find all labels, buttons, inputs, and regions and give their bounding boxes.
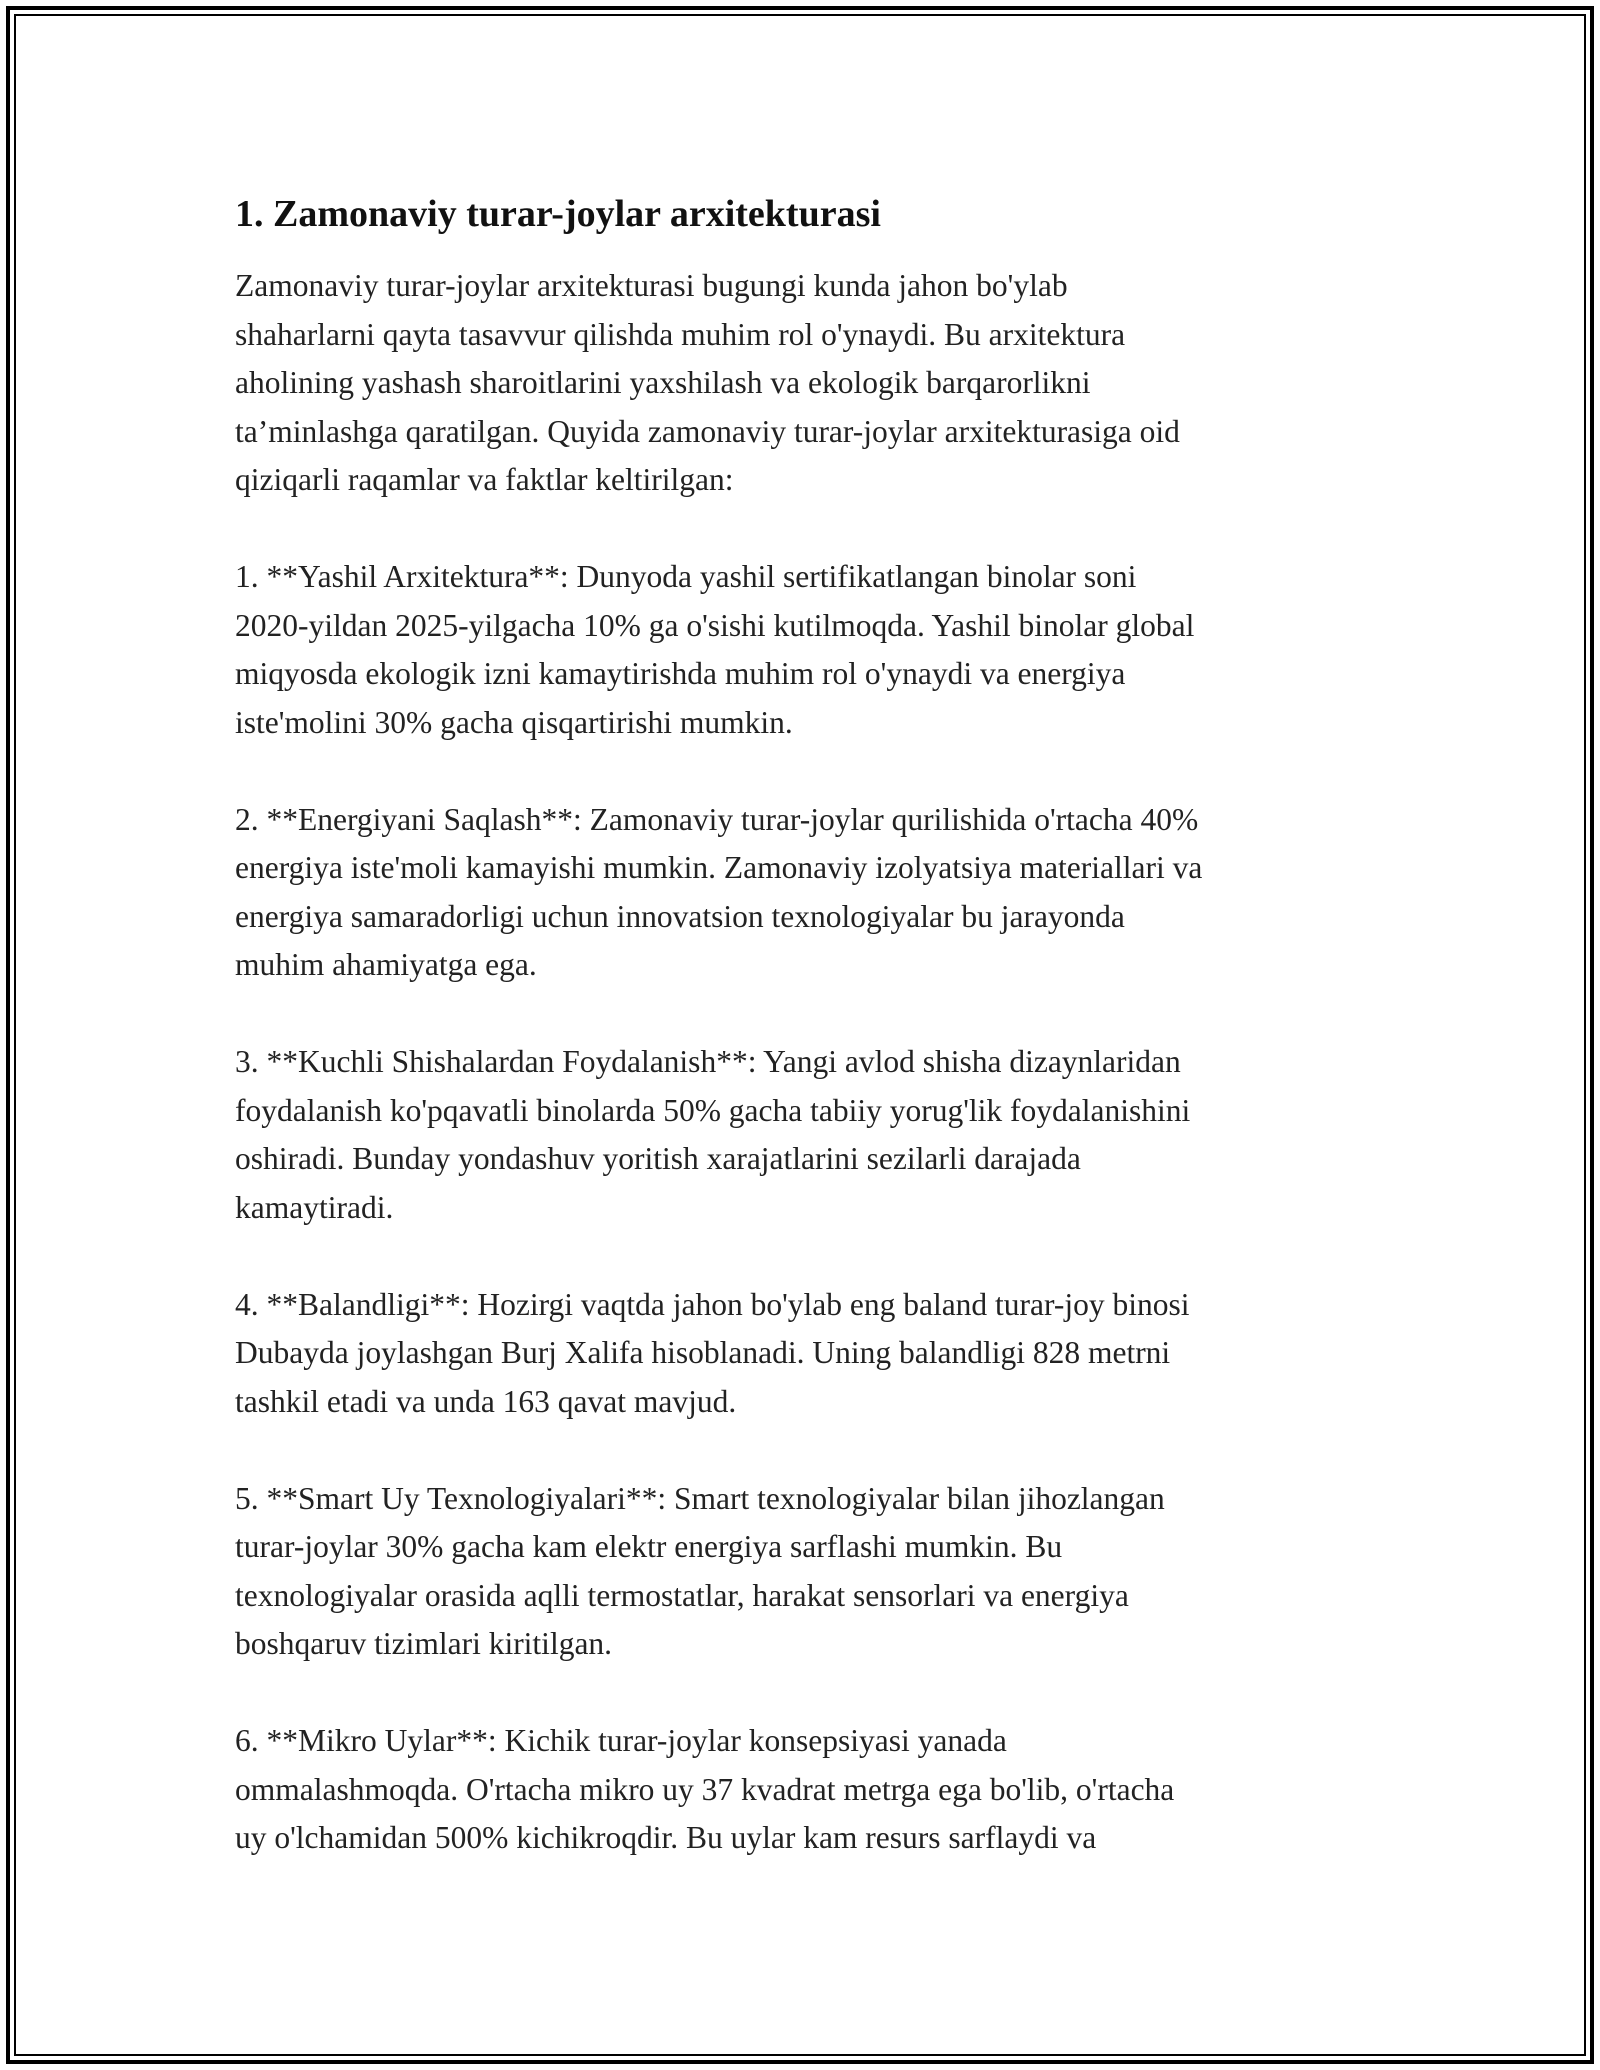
text-line: texnologiyalar orasida aqlli termostatlar, harakat sensorlari va energiya [235, 1577, 1129, 1613]
text-line: turar-joylar 30% gacha kam elektr energiya sarflashi mumkin. Bu [235, 1529, 1063, 1564]
text-line: tashkil etadi va unda 163 qavat mavjud. [235, 1383, 737, 1419]
list-item-paragraph [235, 1038, 1375, 1232]
text-line: 4. **Balandligi**: Hozirgi vaqtda jahon bo'ylab eng baland turar-joy binosi [235, 1286, 1190, 1322]
page-title: 1. Zamonaviy turar-joylar arxitekturasi [235, 193, 881, 235]
text-line: muhim ahamiyatga ega. [235, 947, 537, 982]
paragraph-list [235, 262, 1375, 1863]
text-line: 2. **Energiyani Saqlash**: Zamonaviy turar-joylar qurilishida o'rtacha 40% [235, 801, 1199, 837]
text-line: qiziqarli raqamlar va faktlar keltirilgan: [235, 462, 734, 497]
text-line: kamaytiradi. [235, 1189, 394, 1225]
list-item-paragraph [235, 1717, 1375, 1863]
text-line: energiya samaradorligi uchun innovatsion texnologiyalar bu jarayonda [235, 898, 1125, 934]
text-line: iste'molini 30% gacha qisqartirishi mumkin. [235, 704, 793, 740]
list-item-paragraph [235, 1475, 1375, 1669]
text-line: foydalanish ko'pqavatli binolarda 50% gacha tabiiy yorug'lik foydalanishini [235, 1092, 1191, 1128]
text-line: ommalashmoqda. O'rtacha mikro uy 37 kvadrat metrga ega bo'lib, o'rtacha [235, 1771, 1175, 1807]
text-line: Dubayda joylashgan Burj Xalifa hisoblanadi. Uning balandligi 828 metrni [235, 1335, 1171, 1370]
list-item-paragraph [235, 1281, 1375, 1427]
intro-paragraph [235, 262, 1375, 505]
text-line: 3. **Kuchli Shishalardan Foydalanish**: Yangi avlod shisha dizaynlaridan [235, 1044, 1181, 1079]
list-item-paragraph [235, 553, 1375, 747]
text-line: energiya iste'moli kamayishi mumkin. Zamonaviy izolyatsiya materiallari va [235, 850, 1203, 885]
text-line: 5. **Smart Uy Texnologiyalari**: Smart texnologiyalar bilan jihozlangan [235, 1480, 1165, 1516]
text-line: boshqaruv tizimlari kiritilgan. [235, 1626, 613, 1661]
document-body [235, 188, 1375, 1911]
text-line: aholining yashash sharoitlarini yaxshilash va ekologik barqarorlikni [235, 365, 1091, 400]
text-line: miqyosda ekologik izni kamaytirishda muhim rol o'ynaydi va energiya [235, 656, 1126, 691]
text-line: 6. **Mikro Uylar**: Kichik turar-joylar konsepsiyasi yanada [235, 1723, 1007, 1758]
list-item-paragraph [235, 796, 1375, 990]
text-line: uy o'lchamidan 500% kichikroqdir. Bu uylar kam resurs sarflaydi va [235, 1820, 1097, 1855]
text-line: ta’minlashga qaratilgan. Quyida zamonaviy turar-joylar arxitekturasiga oid [235, 413, 1180, 449]
text-line: oshiradi. Bunday yondashuv yoritish xarajatlarini sezilarli darajada [235, 1141, 1081, 1176]
text-line: Zamonaviy turar-joylar arxitekturasi bugungi kunda jahon bo'ylab [235, 268, 1068, 303]
text-line: 2020-yildan 2025-yilgacha 10% ga o'sishi kutilmoqda. Yashil binolar global [235, 607, 1195, 643]
text-line: 1. **Yashil Arxitektura**: Dunyoda yashil sertifikatlangan binolar soni [235, 559, 1137, 594]
text-line: shaharlarni qayta tasavvur qilishda muhim rol o'ynaydi. Bu arxitektura [235, 316, 1126, 352]
